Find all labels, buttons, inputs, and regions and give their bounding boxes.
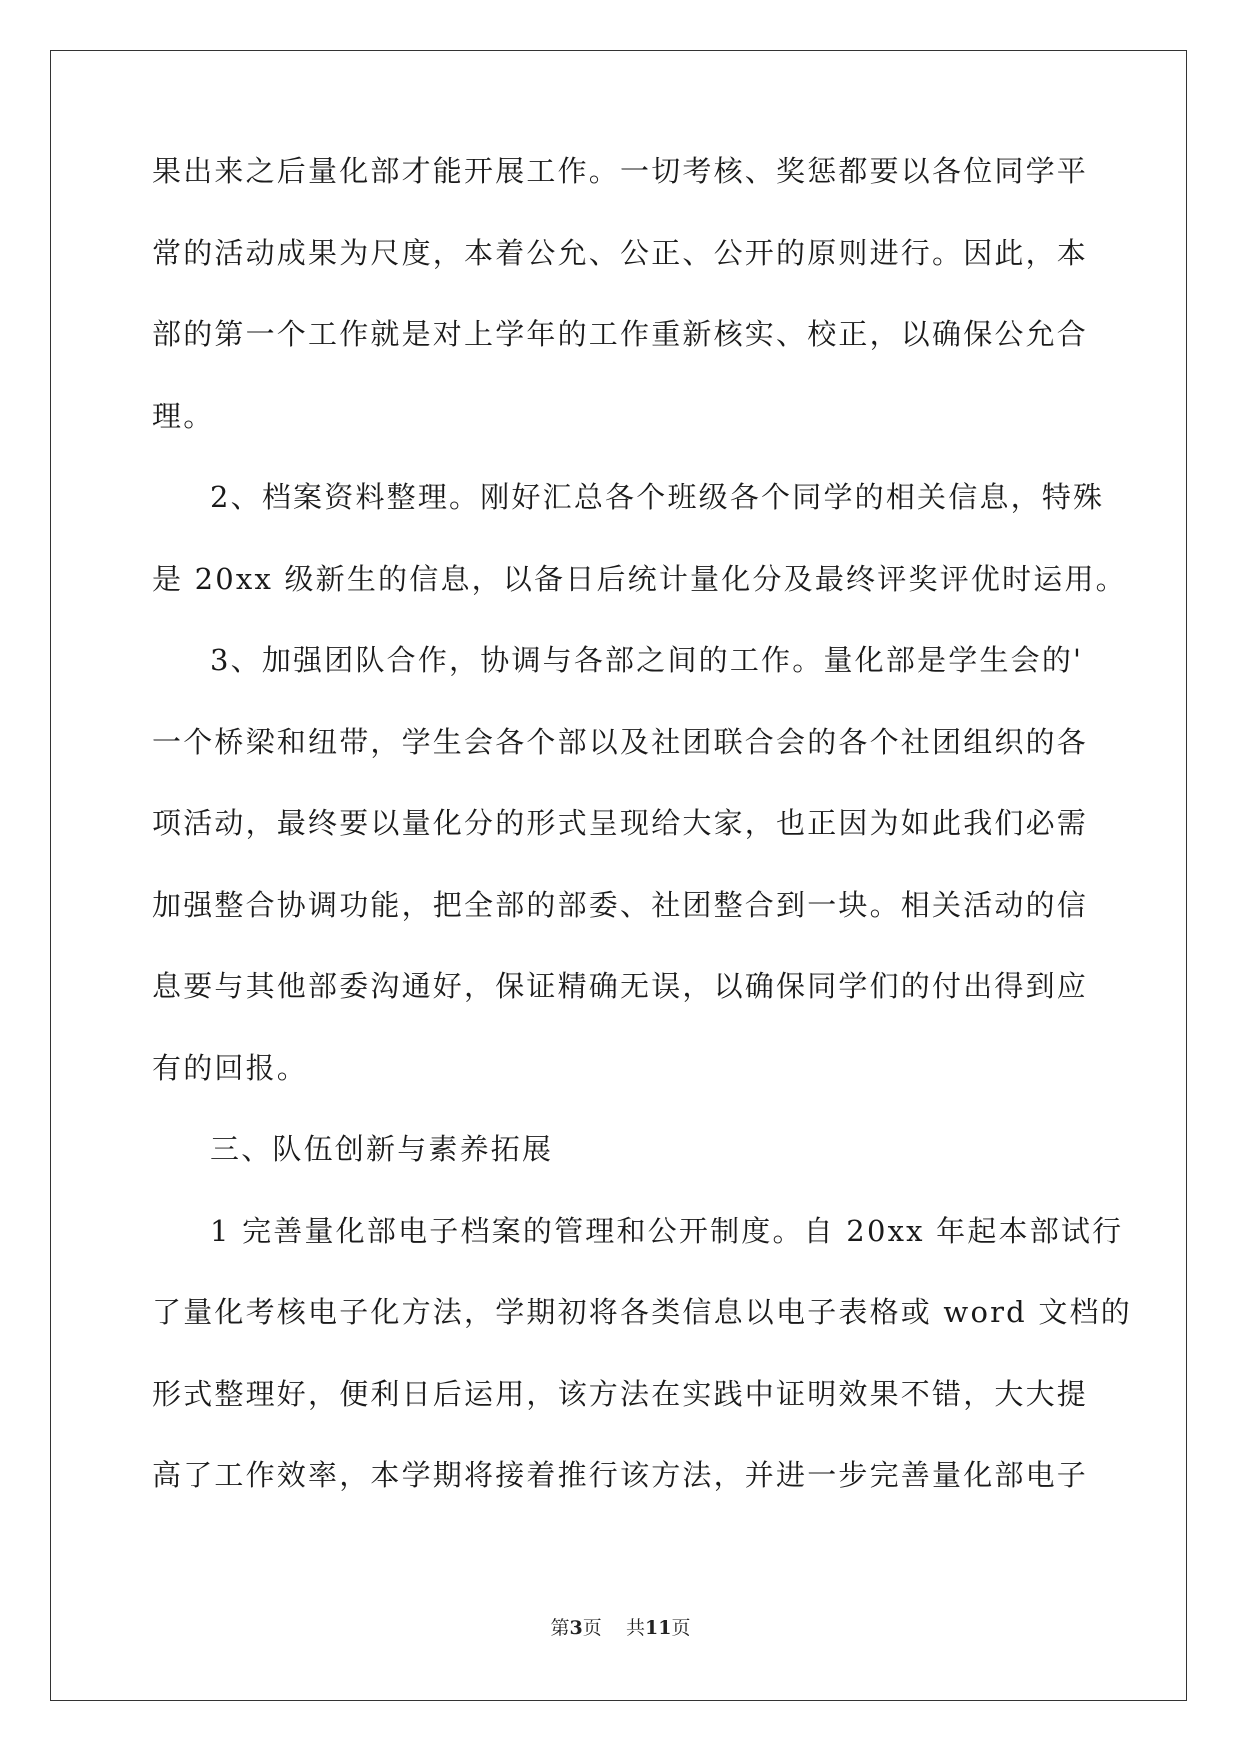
page-footer — [0, 1616, 1241, 1640]
text-line: 3、加强团队合作，协调与各部之间的工作。量化部是学生会的' — [210, 643, 1084, 677]
text-line: 1 完善量化部电子档案的管理和公开制度。自 20xx 年起本部试行 — [210, 1213, 1124, 1248]
text-line: 形式整理好，便利日后运用，该方法在实践中证明效果不错，大大提 — [152, 1376, 1089, 1411]
text-line: 了量化考核电子化方法，学期初将各类信息以电子表格或 word 文档的 — [152, 1295, 1132, 1329]
text-line: 高了工作效率，本学期将接着推行该方法，并进一步完善量化部电子 — [152, 1458, 1089, 1492]
text-line: 有的回报。 — [152, 1050, 309, 1085]
text-line: 项活动，最终要以量化分的形式呈现给大家，也正因为如此我们必需 — [152, 806, 1089, 840]
text-line: 一个桥梁和纽带，学生会各个部以及社团联合会的各个社团组织的各 — [152, 724, 1089, 759]
current-page-number: 3 — [569, 1617, 583, 1639]
document-body — [152, 152, 1132, 1538]
page-label: 页 — [582, 1617, 602, 1639]
section-heading: 三、队伍创新与素养拓展 — [210, 1132, 554, 1166]
total-pages-number: 11 — [644, 1617, 672, 1639]
text-line: 常的活动成果为尺度，本着公允、公正、公开的原则进行。因此，本 — [152, 235, 1089, 270]
text-line: 是 20xx 级新生的信息，以备日后统计量化分及最终评奖评优时运用。 — [152, 561, 1127, 596]
text-line: 理。 — [152, 398, 215, 433]
total-prefix: 共 — [625, 1617, 645, 1639]
page-prefix: 第 — [550, 1617, 570, 1639]
total-label: 页 — [671, 1617, 691, 1639]
text-line: 2、档案资料整理。刚好汇总各个班级各个同学的相关信息，特殊 — [210, 480, 1105, 514]
text-line: 加强整合协调功能，把全部的部委、社团整合到一块。相关活动的信 — [152, 887, 1089, 922]
text-line: 息要与其他部委沟通好，保证精确无误，以确保同学们的付出得到应 — [152, 969, 1089, 1003]
text-line: 部的第一个工作就是对上学年的工作重新核实、校正，以确保公允合 — [152, 317, 1089, 351]
text-line: 果出来之后量化部才能开展工作。一切考核、奖惩都要以各位同学平 — [152, 154, 1089, 188]
